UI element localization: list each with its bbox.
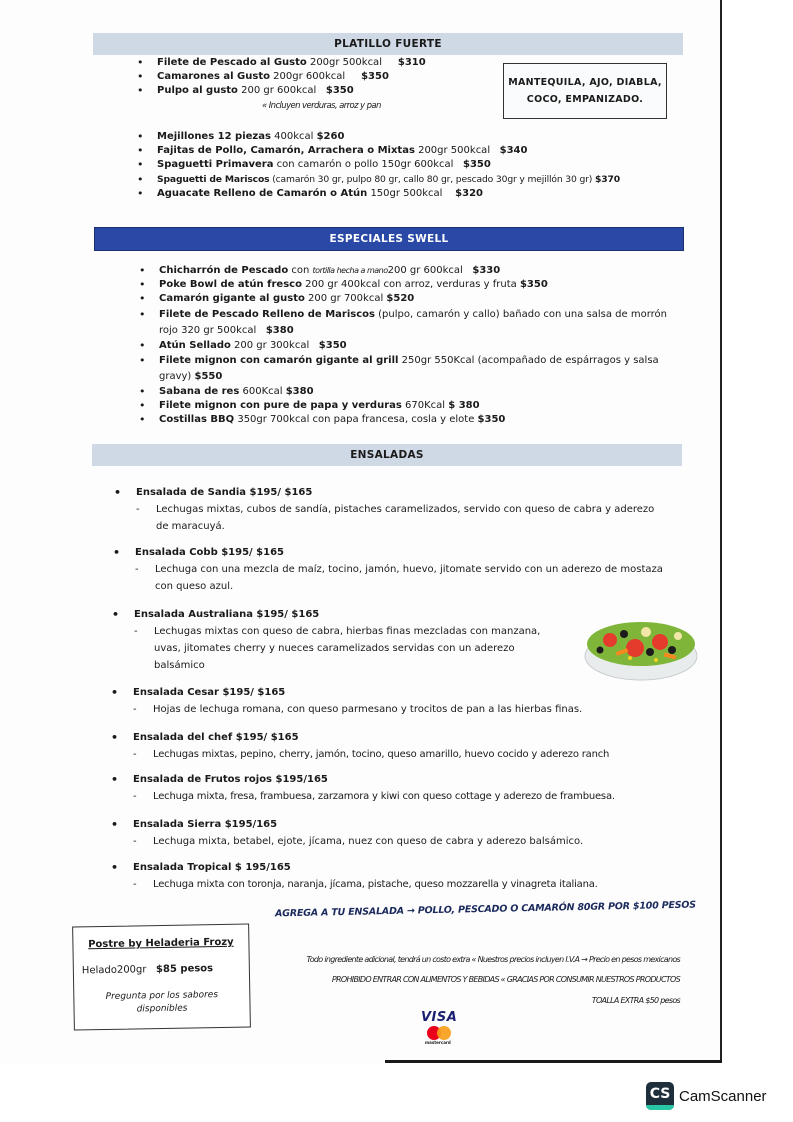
menu-item: • Spaguetti Primavera con camarón o pollo 150gr 600kcal $350: [135, 158, 620, 172]
section-title: ENSALADAS: [350, 449, 424, 461]
menu-item: • Fajitas de Pollo, Camarón, Arrachera o Mixtas 200gr 500kcal $340: [135, 144, 620, 158]
menu-item: • Pulpo al gusto 200 gr 600kcal $350: [135, 84, 426, 98]
menu-item: • Camarones al Gusto 200gr 600kcal $350: [135, 70, 426, 84]
dessert-ask: Pregunta por los sabores disponibles: [105, 990, 219, 1015]
menu-item: • Spaguetti de Mariscos (camarón 30 gr, pulpo 80 gr, callo 80 gr, pescado 30gr y mejillón 30 gr) $370: [135, 173, 620, 187]
menu-item: • Aguacate Relleno de Camarón o Atún 150gr 500kcal $320: [135, 187, 620, 201]
page-bottom-edge: [385, 1060, 722, 1063]
mastercard-label: mastercard: [425, 1040, 451, 1045]
camscanner-logo-icon: CS: [646, 1082, 674, 1110]
salad-description: - Lechuga mixta con toronja, naranja, jícama, pistache, queso mozzarella y vinagreta italiana.: [111, 876, 691, 893]
salad-item: [111, 861, 691, 893]
menu-item: • Sabana de res 600Kcal $380: [137, 385, 677, 399]
visa-logo: VISA: [421, 1010, 458, 1025]
salad-description: - Lechugas mixtas, cubos de sandía, pistaches caramelizados, servido con queso de cabra y aderezo de maracuyá.: [114, 501, 659, 535]
footer-note: Todo ingrediente adicional, tendrá un costo extra « Nuestros precios incluyen I.V.A → Precio en pesos mexicanos: [306, 955, 680, 964]
salad-name: • Ensalada Cesar $195/ $165: [111, 686, 651, 700]
salad-description: - Lechuga con una mezcla de maíz, tocino, jamón, huevo, jitomate servido con un aderezo de mostaza con queso azul.: [113, 561, 665, 595]
section-title: PLATILLO FUERTE: [334, 38, 442, 50]
salad-name: • Ensalada del chef $195/ $165: [111, 731, 691, 745]
salad-description: - Lechuga mixta, betabel, ejote, jícama, nuez con queso de cabra y aderezo balsámico.: [111, 833, 671, 850]
salad-name: • Ensalada Australiana $195/ $165: [112, 608, 562, 622]
menu-item: • Filete mignon con camarón gigante al grill 250gr 550Kcal (acompañado de espárragos y salsa gravy) $550: [137, 353, 677, 385]
section-header-ensaladas: [92, 444, 682, 466]
dessert-item: Helado200gr $85 pesos: [81, 963, 214, 977]
salad-bowl-image: [580, 606, 702, 686]
salad-description: - Hojas de lechuga romana, con queso parmesano y trocitos de pan a las hierbas finas.: [111, 701, 651, 718]
salad-name: • Ensalada de Sandia $195/ $165: [114, 486, 659, 500]
platillo-fuerte-list-1: [135, 56, 426, 99]
sauces-box: [503, 63, 667, 119]
includes-note: « Incluyen verduras, arroz y pan: [262, 101, 381, 111]
menu-item: • Filete mignon con pure de papa y verduras 670Kcal $ 380: [137, 399, 677, 413]
menu-item: • Atún Sellado 200 gr 300kcal $350: [137, 339, 677, 353]
platillo-fuerte-list-2: [135, 130, 620, 201]
section-header-platillo-fuerte: [93, 33, 683, 55]
salad-item: [111, 686, 651, 718]
section-header-especiales: [94, 227, 684, 251]
menu-item: • Chicharrón de Pescado con tortilla hecha a mano200 gr 600kcal $330: [137, 264, 677, 278]
salad-description: - Lechugas mixtas, pepino, cherry, jamón, tocino, queso amarillo, huevo cocido y aderezo ranch: [111, 746, 691, 763]
especiales-list: [137, 264, 677, 427]
footer-note: PROHIBIDO ENTRAR CON ALIMENTOS Y BEBIDAS « GRACIAS POR CONSUMIR NUESTROS PRODUCTOS: [331, 975, 680, 984]
menu-item: • Filete de Pescado Relleno de Mariscos (pulpo, camarón y callo) bañado con una salsa de morrón rojo 320 gr 500kcal $380: [137, 307, 677, 339]
menu-item: • Mejillones 12 piezas 400kcal $260: [135, 130, 620, 144]
menu-item: • Poke Bowl de atún fresco 200 gr 400kcal con arroz, verduras y fruta $350: [137, 278, 677, 292]
menu-item: • Costillas BBQ 350gr 700kcal con papa francesa, cosla y elote $350: [137, 413, 677, 427]
dessert-box: [72, 923, 251, 1030]
salad-description: - Lechugas mixtas con queso de cabra, hierbas finas mezcladas con manzana, uvas, jitomates cherry y nueces caramelizados servidas con un aderezo balsámico: [112, 623, 562, 674]
sauces-line: MANTEQUILA, AJO, DIABLA,: [508, 77, 662, 88]
sauces-line: COCO, EMPANIZADO.: [526, 94, 644, 105]
mastercard-orange-circle-icon: [437, 1026, 451, 1040]
payment-logos: [415, 1010, 475, 1046]
camscanner-label: CamScanner: [679, 1087, 767, 1105]
salad-name: • Ensalada Tropical $ 195/165: [111, 861, 691, 875]
salad-name: • Ensalada Cobb $195/ $165: [113, 546, 665, 560]
salad-name: • Ensalada Sierra $195/165: [111, 818, 671, 832]
salad-item: [114, 486, 659, 535]
salad-item: [111, 818, 671, 850]
camscanner-watermark: [646, 1082, 767, 1110]
salad-item: [111, 731, 691, 763]
salad-item: [112, 608, 562, 674]
salad-item: [111, 773, 691, 805]
dessert-title: Postre by Heladeria Frozy: [88, 936, 234, 951]
menu-item: • Filete de Pescado al Gusto 200gr 500kcal $310: [135, 56, 426, 70]
page-edge: [720, 0, 722, 1062]
menu-item: • Camarón gigante al gusto 200 gr 700kcal $520: [137, 292, 677, 306]
footer-note: TOALLA EXTRA $50 pesos: [591, 996, 680, 1005]
salad-name: • Ensalada de Frutos rojos $195/165: [111, 773, 691, 787]
section-title: ESPECIALES SWELL: [329, 233, 449, 245]
salad-item: [113, 546, 665, 595]
addon-notice: AGREGA A TU ENSALADA → POLLO, PESCADO O CAMARÓN 80GR POR $100 PESOS: [274, 899, 697, 920]
salad-description: - Lechuga mixta, fresa, frambuesa, zarzamora y kiwi con queso cottage y aderezo de frambuesa.: [111, 788, 691, 805]
